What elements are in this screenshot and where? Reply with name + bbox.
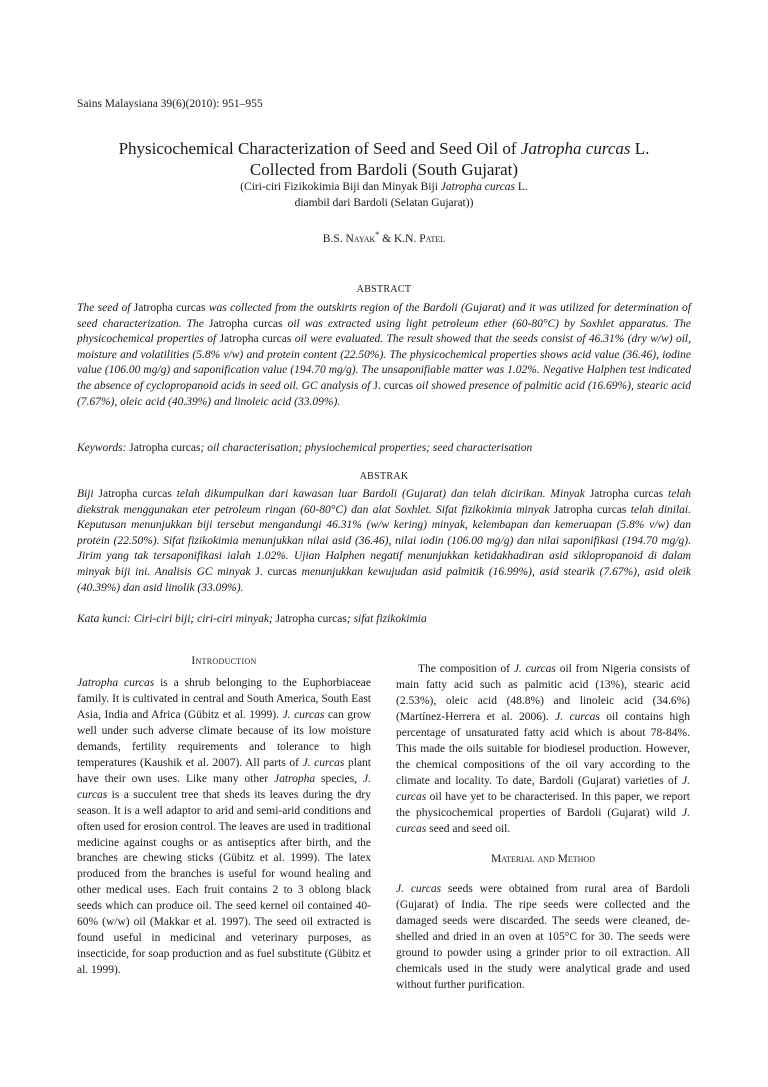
author-line: B.S. Nayak* & K.N. Patel <box>322 230 446 245</box>
malay-title-line-2: diambil dari Bardoli (Selatan Gujarat)) <box>294 196 474 209</box>
paper-title <box>77 138 691 180</box>
author-2-surname: Patel <box>419 232 446 245</box>
introduction-heading: Introduction <box>191 655 257 667</box>
methods-paragraph-1: J. curcas seeds were obtained from rural area of Bardoli (Gujarat) of India. The ripe seeds were collected and the damaged seeds were discarded. The seeds were cleaned, de-shelled and dried in an oven at 105°C for 30. The seeds were ground to powder using a grinder prior to oil extraction. All chemicals used in the study were analytical grade and used without further purification. <box>396 883 690 992</box>
abstrak-heading: ABSTRAK <box>359 471 409 482</box>
keywords-label: Keywords: <box>77 442 130 454</box>
malay-title-line-1: (Ciri-ciri Fizikokimia Biji dan Minyak Biji Jatropha curcas L. <box>240 181 528 193</box>
intro-paragraph-2: The composition of J. curcas oil from Nigeria consists of main fatty acid such as palmitic acid (13%), stearic acid (2.53%), oleic acid (48.8%) and linoleic acid (34.6%) (Martínez-Herrera et al. 2006). J. curcas oil contains high percentage of unsaturated fatty acid which is about 78-84%. This made the oils suitable for biodiesel production. However, the chemical compositions of the oil vary according to the climate and locality. To date, Bardoli (Gujarat) varieties of J. curcas oil have yet to be characterised. In this paper, we report the physicochemical properties of Bardoli (Gujarat) wild J. curcas seed and seed oil. <box>396 663 690 835</box>
keywords: Keywords: Jatropha curcas; oil characterisation; physiochemical properties; seed characterisation <box>77 442 533 454</box>
journal-citation: Sains Malaysiana 39(6)(2010): 951–955 <box>77 98 263 110</box>
intro-paragraph-1: Jatropha curcas is a shrub belonging to the Euphorbiaceae family. It is cultivated in central and South America, South East Asia, India and Africa (Gübitz et al. 1999). J. curcas can grow well under such adverse climate because of its low moisture demands, fertility requirements and tolerance to high temperatures (Kaushik et al. 2007). All parts of J. curcas plant have their own uses. Like many other Jatropha species, J. curcas is a succulent tree that sheds its leaves during the dry season. It is a well adaptor to arid and semi-arid conditions and often used for erosion control. The leaves are used in traditional medicine against coughs or as antiseptics after birth, and the branches are chewing sticks (Gübitz et al. 1999). The latex produced from the branches is useful for wound healing and other medical uses. Each fruit contains 2 to 3 oblong black seeds which can produce oil. The seed kernel oil contained 40-60% (w/w) oil (Makkar et al. 1997). The seed oil extracted is found useful in medicinal and veterinary purposes, as insecticide, for soap production and as fuel substitute (Gübitz et al. 1999). <box>77 677 372 977</box>
title-line-1: Physicochemical Characterization of Seed and Seed Oil of Jatropha curcas L. <box>118 139 650 158</box>
abstract-heading: ABSTRACT <box>356 284 412 295</box>
title-line-2: Collected from Bardoli (South Gujarat) <box>249 160 519 179</box>
author-1-surname: Nayak <box>345 232 376 245</box>
corresponding-author-mark: * <box>375 230 380 239</box>
kata-kunci: Kata kunci: Ciri-ciri biji; ciri-ciri minyak; Jatropha curcas; sifat fizikokimia <box>77 613 427 625</box>
abstrak-text: Biji Jatropha curcas telah dikumpulkan dari kawasan luar Bardoli (Gujarat) dan telah dicirikan. Minyak Jatropha curcas telah diekstrak menggunakan eter petroleum ringan (60-80°C) dan alat Soxhlet. Sifat fizikokimia minyak Jatropha curcas telah dinilai. Keputusan menunjukkan biji tersebut mengandungi 46.31% (w/w kering) minyak, kelembapan dan kemeruapan (5.8% v/w) dan protein (22.50%). Sifat fizikokimia menunjukkan nilai asid (36.46), nilai iodin (106.00 mg/g) dan nilai saponifikasi (194.70 mg/g). Jirim yang tak tersaponifikasi ialah 1.02%. Ujian Halphen negatif menunjukkan ketidakhadiran asid siklopropanoid di dalam minyak biji ini. Analisis GC minyak J. curcas menunjukkan kewujudan asid palmitik (16.99%), asid stearik (7.67%), asid oleik (40.39%) dan asid linolik (33.09%). <box>77 488 692 594</box>
left-column <box>77 676 371 979</box>
abstract-text: The seed of Jatropha curcas was collected from the outskirts region of the Bardoli (Gujarat) and it was utilized for determination of seed characterization. The Jatropha curcas oil was extracted using light petroleum ether (60-80°C) by Soxhlet apparatus. The physicochemical properties of Jatropha curcas oil were evaluated. The result showed that the seeds consist of 46.31% (dry w/w) oil, moisture and volatilities (5.8% v/w) and protein content (22.50%). The physicochemical properties shows acid value (36.46), iodine value (106.00 mg/g) and saponification value (194.70 mg/g). The unsaponifiable matter was 1.02%. Negative Halphen test indicated the absence of cyclopropanoid acids in seed oil. GC analysis of J. curcas oil showed presence of palmitic acid (16.69%), stearic acid (7.67%), oleic acid (40.39%) and linoleic acid (33.09%). <box>77 302 692 408</box>
malay-title <box>77 180 691 211</box>
methods-heading: Material and Method <box>491 853 595 866</box>
right-column <box>396 662 690 994</box>
